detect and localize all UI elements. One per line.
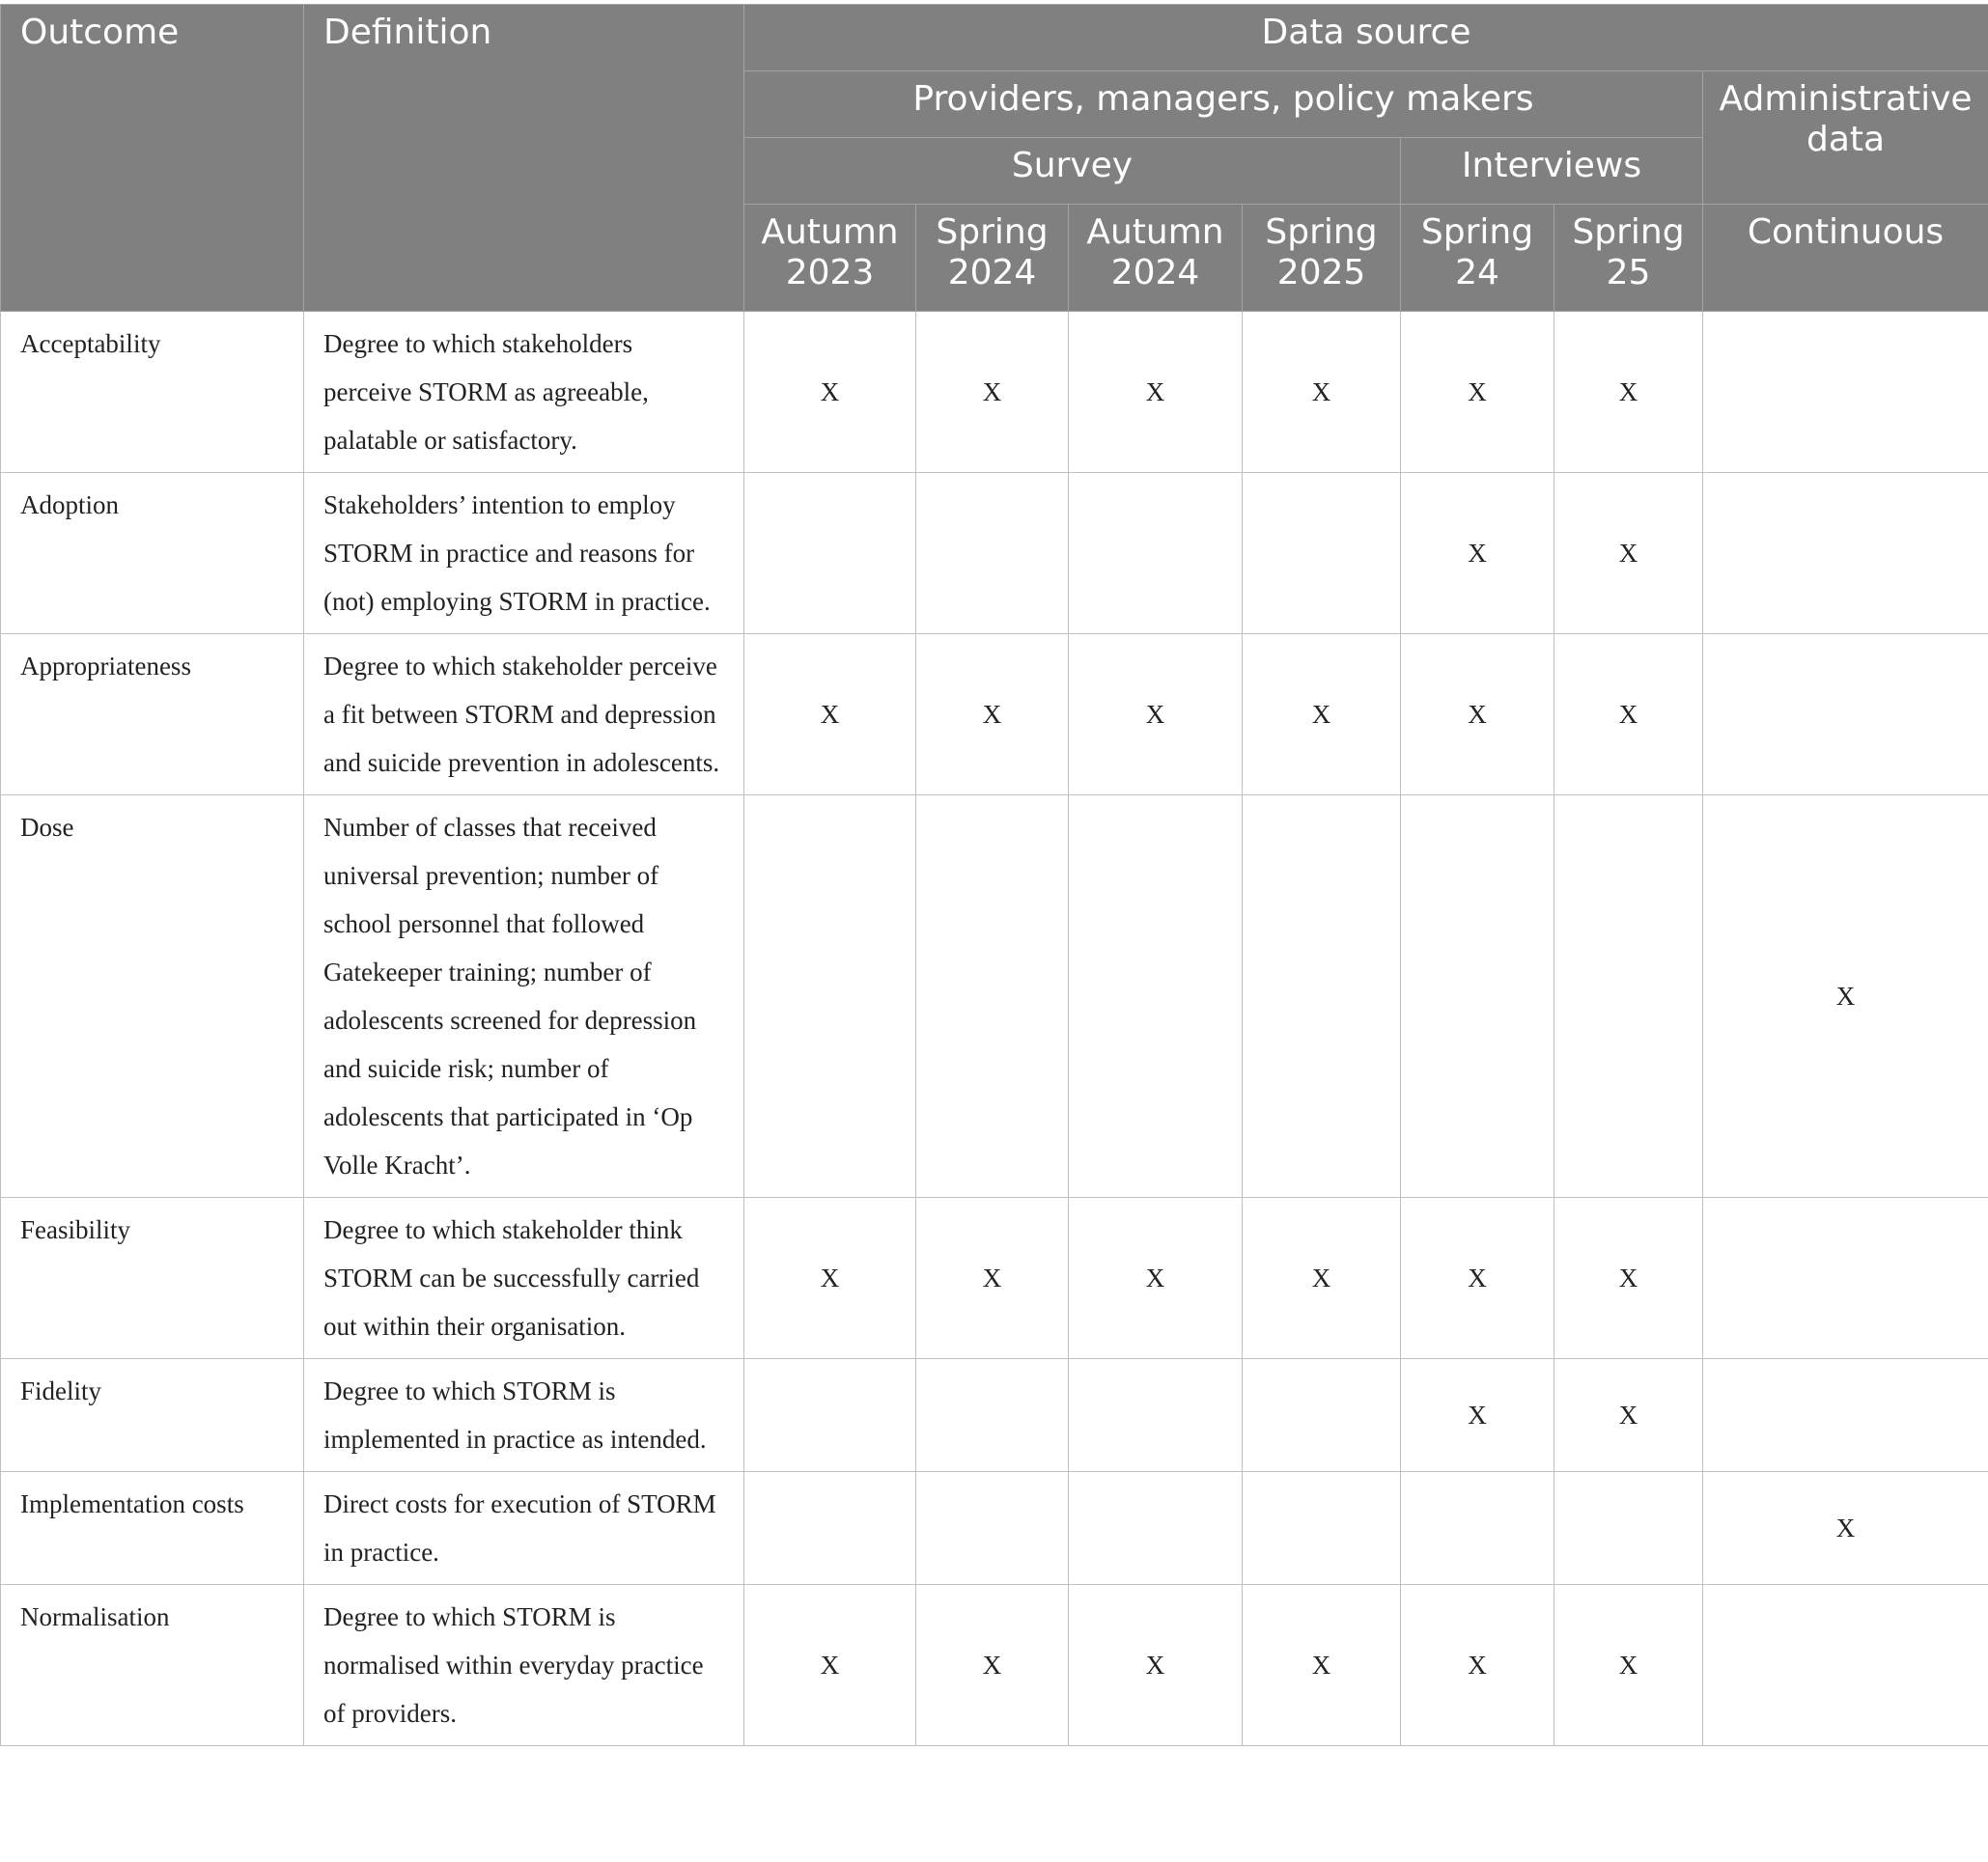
table-row <box>1 1359 1988 1472</box>
mark-cell: X <box>1401 1585 1554 1746</box>
header-survey: Survey <box>744 138 1401 205</box>
mark-cell <box>744 795 916 1198</box>
mark-cell <box>1069 1359 1243 1472</box>
outcome-cell: Acceptability <box>1 312 304 473</box>
outcome-cell: Normalisation <box>1 1585 304 1746</box>
mark-cell: X <box>916 312 1069 473</box>
table-row <box>1 312 1988 473</box>
header-spring-24: Spring 24 <box>1401 205 1554 312</box>
mark-cell: X <box>1069 312 1243 473</box>
mark-cell <box>1069 795 1243 1198</box>
header-outcome: Outcome <box>1 5 304 312</box>
mark-cell: X <box>1401 312 1554 473</box>
definition-cell: Degree to which stakeholders perceive STORM as agreeable, palatable or satisfactory. <box>304 312 744 473</box>
outcome-cell: Implementation costs <box>1 1472 304 1585</box>
table-row <box>1 634 1988 795</box>
mark-cell <box>1243 795 1401 1198</box>
mark-cell: X <box>1243 312 1401 473</box>
outcome-cell: Dose <box>1 795 304 1198</box>
table-row <box>1 473 1988 634</box>
definition-cell: Degree to which STORM is implemented in practice as intended. <box>304 1359 744 1472</box>
definition-cell: Stakeholders’ intention to employ STORM in practice and reasons for (not) employing STORM in practice. <box>304 473 744 634</box>
mark-cell: X <box>1069 1585 1243 1746</box>
mark-cell: X <box>1069 634 1243 795</box>
mark-cell: X <box>744 1198 916 1359</box>
mark-cell: X <box>1243 1198 1401 1359</box>
header-definition: Definition <box>304 5 744 312</box>
mark-cell <box>1243 1472 1401 1585</box>
mark-cell: X <box>1401 473 1554 634</box>
table-row <box>1 1198 1988 1359</box>
data-source-table <box>0 4 1988 1746</box>
outcome-cell: Fidelity <box>1 1359 304 1472</box>
mark-cell <box>1401 795 1554 1198</box>
mark-cell <box>1069 1472 1243 1585</box>
header-spring-2025: Spring 2025 <box>1243 205 1401 312</box>
definition-cell: Direct costs for execution of STORM in practice. <box>304 1472 744 1585</box>
outcome-cell: Adoption <box>1 473 304 634</box>
header-administrative: Administrative data <box>1703 71 1988 205</box>
mark-cell <box>1243 1359 1401 1472</box>
header-data-source: Data source <box>744 5 1988 71</box>
definition-cell: Degree to which STORM is normalised within everyday practice of providers. <box>304 1585 744 1746</box>
mark-cell: X <box>916 1585 1069 1746</box>
mark-cell <box>744 1472 916 1585</box>
mark-cell <box>1243 473 1401 634</box>
mark-cell <box>1554 795 1703 1198</box>
mark-cell: X <box>916 634 1069 795</box>
mark-cell <box>1703 1359 1988 1472</box>
outcome-cell: Feasibility <box>1 1198 304 1359</box>
definition-cell: Number of classes that received universal prevention; number of school personnel that followed Gatekeeper training; number of adolescents screened for depression and suicide risk; number of adolescents that participated in ‘Op Volle Kracht’. <box>304 795 744 1198</box>
mark-cell <box>744 473 916 634</box>
mark-cell: X <box>1401 1198 1554 1359</box>
mark-cell <box>1554 1472 1703 1585</box>
definition-cell: Degree to which stakeholder think STORM can be successfully carried out within their organisation. <box>304 1198 744 1359</box>
mark-cell <box>1703 634 1988 795</box>
mark-cell: X <box>1703 795 1988 1198</box>
mark-cell: X <box>1703 1472 1988 1585</box>
table-row <box>1 795 1988 1198</box>
mark-cell: X <box>1554 1585 1703 1746</box>
mark-cell <box>916 1359 1069 1472</box>
mark-cell <box>916 795 1069 1198</box>
mark-cell <box>1703 1585 1988 1746</box>
mark-cell <box>916 1472 1069 1585</box>
mark-cell: X <box>1554 312 1703 473</box>
mark-cell: X <box>1243 1585 1401 1746</box>
mark-cell: X <box>1243 634 1401 795</box>
mark-cell: X <box>1401 634 1554 795</box>
mark-cell <box>1703 1198 1988 1359</box>
mark-cell: X <box>744 634 916 795</box>
definition-cell: Degree to which stakeholder perceive a fit between STORM and depression and suicide prevention in adolescents. <box>304 634 744 795</box>
mark-cell: X <box>916 1198 1069 1359</box>
header-spring-2024: Spring 2024 <box>916 205 1069 312</box>
mark-cell <box>744 1359 916 1472</box>
mark-cell: X <box>1401 1359 1554 1472</box>
header-autumn-2023: Autumn 2023 <box>744 205 916 312</box>
mark-cell: X <box>1554 1359 1703 1472</box>
mark-cell <box>1069 473 1243 634</box>
header-spring-25: Spring 25 <box>1554 205 1703 312</box>
table-body <box>1 312 1988 1746</box>
table-row <box>1 1472 1988 1585</box>
mark-cell <box>1401 1472 1554 1585</box>
mark-cell: X <box>744 312 916 473</box>
mark-cell <box>1703 473 1988 634</box>
mark-cell <box>1703 312 1988 473</box>
header-continuous: Continuous <box>1703 205 1988 312</box>
outcome-cell: Appropriateness <box>1 634 304 795</box>
mark-cell: X <box>1554 634 1703 795</box>
mark-cell: X <box>1554 1198 1703 1359</box>
table-row <box>1 1585 1988 1746</box>
header-providers: Providers, managers, policy makers <box>744 71 1703 138</box>
mark-cell: X <box>1069 1198 1243 1359</box>
mark-cell <box>916 473 1069 634</box>
mark-cell: X <box>1554 473 1703 634</box>
mark-cell: X <box>744 1585 916 1746</box>
header-interviews: Interviews <box>1401 138 1703 205</box>
header-autumn-2024: Autumn 2024 <box>1069 205 1243 312</box>
